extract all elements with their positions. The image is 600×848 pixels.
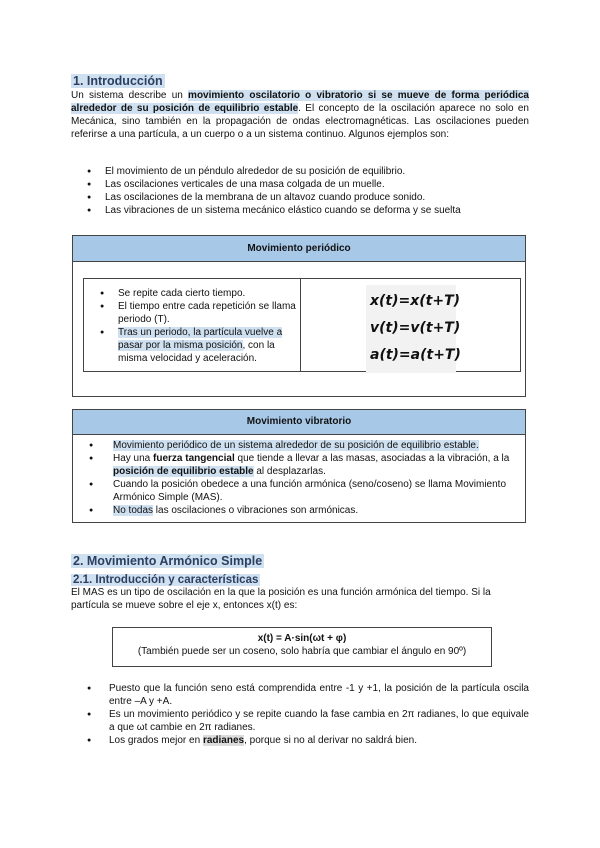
list-item: ● Cuando la posición obedece a una función armónica (seno/coseno) se llama Movimiento Armónico Simple (MAS). xyxy=(73,478,521,504)
examples-list xyxy=(71,165,541,217)
list-item: ● Tras un periodo, la partícula vuelve a pasar por la misma posición, con la misma velocidad y aceleración. xyxy=(84,326,300,365)
list-item: ● Las oscilaciones verticales de una masa colgada de un muelle. xyxy=(71,178,541,191)
list-item: ● Movimiento periódico de un sistema alrededor de su posición de equilibrio estable. xyxy=(73,439,521,452)
section-2-heading: 2. Movimiento Armónico Simple xyxy=(73,554,263,568)
list-item: ● Los grados mejor en radianes, porque si no al derivar no saldrá bien. xyxy=(71,734,529,747)
section-2-1-subheading: 2.1. Introducción y características xyxy=(73,574,259,586)
formula-velocity: v(t)=v(t+T) xyxy=(370,320,461,336)
list-item: ● Puesto que la función seno está comprendida entre -1 y +1, la posición de la partícula oscila entre –A y +A. xyxy=(71,682,529,708)
list-item: ● Las oscilaciones de la membrana de un altavoz cuando produce sonido. xyxy=(71,191,541,204)
list-item: ● Las vibraciones de un sistema mecánico elástico cuando se deforma y se suelta xyxy=(71,204,541,217)
periodic-inner-table xyxy=(83,278,521,372)
intro-bold-definition: movimiento oscilatorio o vibratorio si se mueve de forma periódica alrededor de su posición de equilibrio estable xyxy=(71,90,529,114)
vibratory-motion-box xyxy=(72,409,526,523)
list-item: ● Hay una fuerza tangencial que tiende a llevar a las masas, asociadas a la vibración, a la posición de equilibrio estable al desplazarlas. xyxy=(73,452,521,478)
mas-formula-box xyxy=(112,627,492,667)
periodic-properties-cell xyxy=(84,279,301,371)
list-item: ● No todas las oscilaciones o vibraciones son armónicas. xyxy=(73,504,521,517)
formula-acceleration: a(t)=a(t+T) xyxy=(370,347,461,363)
list-item: ● Es un movimiento periódico y se repite cuando la fase cambia en 2π radianes, lo que equivale a que ωt cambie en 2π radianes. xyxy=(71,708,529,734)
section-2-intro: El MAS es un tipo de oscilación en la que la posición es una función armónica del tiempo. Si la partícula se mueve sobre el eje x, entonces x(t) es: xyxy=(71,587,491,611)
section-1-heading: 1. Introducción xyxy=(73,74,163,88)
vibratory-box-title: Movimiento vibratorio xyxy=(73,410,525,435)
list-item: ● Se repite cada cierto tiempo. xyxy=(84,287,300,300)
mas-formula-note: (También puede ser un coseno, solo habría que cambiar el ángulo en 90º) xyxy=(137,646,467,657)
mas-formula: x(t) = A·sin(ωt + φ) xyxy=(257,633,347,644)
list-item: ● El tiempo entre cada repetición se llama periodo (T). xyxy=(84,300,300,326)
periodic-formulas-cell xyxy=(366,285,461,373)
formula-position: x(t)=x(t+T) xyxy=(370,293,461,309)
section-1-intro: Un sistema describe un movimiento oscilatorio o vibratorio si se mueve de forma periódica alrededor de su posición de equilibrio estable. El concepto de la oscilación aparece no solo en Mecánica, sino también en la propagación de ondas electromagnéticas. Las oscilaciones pueden referirse a una partícula, a un cuerpo o a un sistema continuo. Algunos ejemplos son: xyxy=(71,90,529,140)
mas-properties-list xyxy=(71,682,529,747)
list-item: ● El movimiento de un péndulo alrededor de su posición de equilibrio. xyxy=(71,165,541,178)
periodic-box-title: Movimiento periódico xyxy=(73,236,525,262)
periodic-motion-box xyxy=(72,235,526,397)
